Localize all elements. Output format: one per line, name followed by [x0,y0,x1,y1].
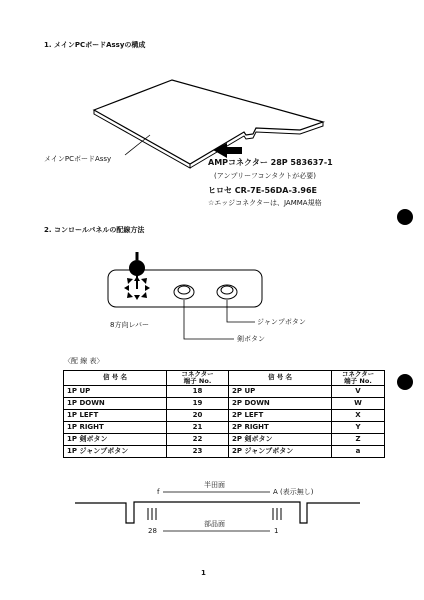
signal-1p-cell: 1P LEFT [64,409,167,421]
connector-pin-cell: Z [332,433,385,445]
section1-heading: 1. メインPCボードAssyの構成 [44,41,146,49]
table-row [64,421,385,433]
solder-side-label: 半田面 [204,481,225,489]
jump-button-label: ジャンプボタン [257,318,306,326]
table-row [64,445,385,457]
connector-pin-cell: X [332,409,385,421]
signal-1p-cell: 1P RIGHT [64,421,167,433]
section2-heading: 2. コンロールパネルの配線方法 [44,226,145,234]
signal-2p-cell: 2P RIGHT [229,421,332,433]
signal-1p-cell: 1P ジャンプボタン [64,445,167,457]
signal-1p-cell: 1P 剣ボタン [64,433,167,445]
connector-spec-note: (アンプリーフコンタクトが必要) [214,172,316,180]
table-row [64,409,385,421]
punch-hole-top [397,209,413,225]
signal-2p-cell: 2P LEFT [229,409,332,421]
lever-label: 8方向レバー [110,321,149,329]
edge-left-bottom-label: 28 [148,527,157,535]
page-number: 1 [201,569,206,577]
jump-button-icon [217,285,237,299]
punch-hole-bottom [397,374,413,390]
connector-pin-cell: W [332,397,385,409]
signal-2p-cell: 2P ジャンプボタン [229,445,332,457]
sword-button-label: 剣ボタン [237,335,265,343]
connector-pin-cell: Y [332,421,385,433]
connector-pin-cell: a [332,445,385,457]
connector-number-cell: 21 [167,421,229,433]
edge-right-bottom-label: 1 [274,527,279,535]
lever-ball-icon [129,260,145,276]
connector-spec-amp: AMPコネクター 28P 583637-1 [208,158,333,167]
edge-left-top-label: f [157,488,160,496]
signal-1p-cell: 1P UP [64,385,167,397]
board-label: メインPCボードAssy [44,155,112,163]
table-header-row [64,371,385,386]
edge-connector-diagram [0,480,424,560]
signal-1p-cell: 1P DOWN [64,397,167,409]
wiring-table [63,370,385,458]
connector-number-cell: 20 [167,409,229,421]
connector-number-cell: 23 [167,445,229,457]
signal-2p-cell: 2P DOWN [229,397,332,409]
wiring-table-caption: 〈配 線 表〉 [64,357,104,365]
signal-2p-cell: 2P 剣ボタン [229,433,332,445]
edge-right-top-label: A (表示無し) [273,488,314,496]
connector-pin-cell: V [332,385,385,397]
parts-side-label: 部品面 [204,520,225,528]
header-connector-1: コネクター 端子 No. [167,371,229,386]
header-signal-1: 信 号 名 [64,371,167,386]
header-connector-2: コネクター 端子 No. [332,371,385,386]
connector-spec-hirose: ヒロセ CR-7E-56DA-3.96E [208,186,317,195]
connector-number-cell: 19 [167,397,229,409]
table-row [64,385,385,397]
pc-board-diagram [0,0,424,180]
header-signal-2: 信 号 名 [229,371,332,386]
table-row [64,397,385,409]
control-panel-diagram [0,240,424,360]
connector-spec-jamma: ☆エッジコネクターは、JAMMA規格 [208,199,322,207]
signal-2p-cell: 2P UP [229,385,332,397]
connector-number-cell: 18 [167,385,229,397]
sword-button-icon [174,285,194,299]
connector-number-cell: 22 [167,433,229,445]
table-row [64,433,385,445]
